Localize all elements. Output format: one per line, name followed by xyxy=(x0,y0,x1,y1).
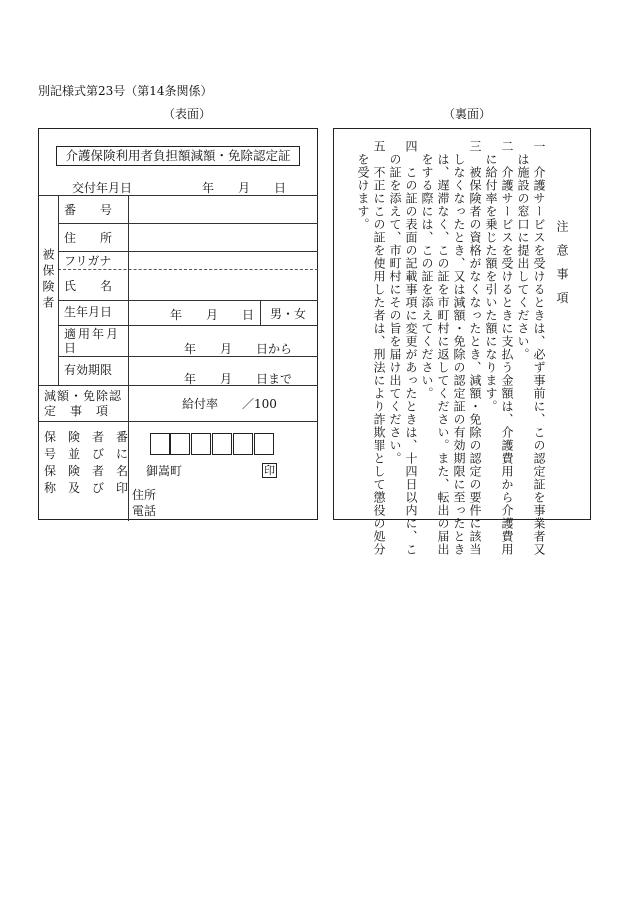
note-column: 三 被保険者の資格がなくなったとき、減額・免除の認定の要件に該当 xyxy=(468,140,482,556)
issue-month-unit: 月 xyxy=(238,181,251,195)
note-column: は、遅滞なく、この証を市町村に返してください。また、転出の届出 xyxy=(436,140,450,556)
grid-line xyxy=(128,195,129,521)
grid-line xyxy=(260,300,261,325)
birthdate-label: 生年月日 xyxy=(64,305,113,319)
note-column: をする際には、この証を添えてください。 xyxy=(420,140,434,400)
insurer-number-box[interactable] xyxy=(212,433,232,455)
furigana-label: フリガナ xyxy=(64,254,112,268)
note-column: に給付率を乗じた額を引いた額になります。 xyxy=(484,140,498,413)
grid-line xyxy=(58,300,318,301)
insurer-number-box[interactable] xyxy=(254,433,274,455)
note-column: は施設の窓口に提出してください。 xyxy=(516,140,530,361)
issue-day-unit: 日 xyxy=(274,181,287,195)
insurer-number-box[interactable] xyxy=(233,433,253,455)
seal-mark: 印 xyxy=(264,464,275,477)
certificate-title: 介護保険利用者負担額減額・免除認定証 xyxy=(65,148,291,163)
start-date-label: 適用年月日 xyxy=(64,327,121,355)
start-suffix: 日から xyxy=(256,342,293,356)
grid-line xyxy=(58,356,318,357)
benefit-rate: 給付率 ／100 xyxy=(182,397,277,411)
form-number-label: 別記様式第23号（第14条関係） xyxy=(38,84,213,98)
back-heading: （裏面） xyxy=(443,107,492,121)
issue-year-unit: 年 xyxy=(202,181,215,195)
note-column: 五 不正にこの証を使用した者は、刑法により詐欺罪として懲役の処分 xyxy=(372,140,386,556)
grid-line xyxy=(58,223,318,224)
notes-title: 注 意 事 項 xyxy=(555,220,569,308)
insurer-number-box[interactable] xyxy=(170,433,190,455)
reduction-label-line-2: 定 事 項 xyxy=(44,404,110,418)
note-column: を受けます。 xyxy=(356,140,370,231)
start-year-unit: 年 xyxy=(184,342,197,356)
insurer-label-line-4: 称 及 び 印 xyxy=(44,481,129,495)
note-column: 一 介護サービスを受けるときは、必ず事前に、この認定証を事業者又 xyxy=(532,140,546,556)
insurer-label-line-2: 号 並 び に xyxy=(44,447,129,461)
grid-line xyxy=(38,421,318,422)
insurer-number-box[interactable] xyxy=(191,433,211,455)
birth-day-unit: 日 xyxy=(242,308,255,322)
grid-dashed-line xyxy=(58,269,318,270)
birth-month-unit: 月 xyxy=(206,308,219,322)
insurer-phone-label: 電話 xyxy=(132,504,157,518)
expiry-suffix: 日まで xyxy=(256,372,293,386)
name-label: 氏 名 xyxy=(64,279,113,293)
front-heading: （表面） xyxy=(163,107,212,121)
grid-line xyxy=(58,195,59,385)
reduction-label-line-1: 減額・免除認 xyxy=(44,389,123,403)
note-column: 四 この証の表面の記載事項に変更があったときは、十四日以内に、こ xyxy=(404,140,418,556)
expiry-label: 有効期限 xyxy=(64,363,113,377)
insurer-label-line-3: 保 険 者 名 xyxy=(44,464,129,478)
insured-label: 被保険者 xyxy=(41,248,55,312)
grid-line xyxy=(58,325,318,326)
grid-line xyxy=(58,251,318,252)
insurer-address-label: 住所 xyxy=(132,488,157,502)
expiry-year-unit: 年 xyxy=(184,372,197,386)
number-label: 番 号 xyxy=(64,203,113,217)
grid-line xyxy=(38,195,318,196)
address-label: 住 所 xyxy=(64,231,113,245)
expiry-month-unit: 月 xyxy=(220,372,233,386)
insurer-name: 御嵩町 xyxy=(146,464,183,478)
note-column: の証を添えて、市町村にその旨を届け出てください。 xyxy=(388,140,402,465)
gender-field[interactable]: 男・女 xyxy=(270,307,307,321)
note-column: 二 介護サービスを受けるときに支払う金額は、介護費用から介護費用 xyxy=(500,140,514,556)
birth-year-unit: 年 xyxy=(170,308,183,322)
insurer-number-box[interactable] xyxy=(150,433,170,455)
insurer-label-line-1: 保 険 者 番 xyxy=(44,430,129,444)
start-month-unit: 月 xyxy=(220,342,233,356)
issue-date-label: 交付年月日 xyxy=(72,181,133,195)
note-column: しなくなったとき、又は減額・免除の認定証の有効期限に至ったとき xyxy=(452,140,466,556)
